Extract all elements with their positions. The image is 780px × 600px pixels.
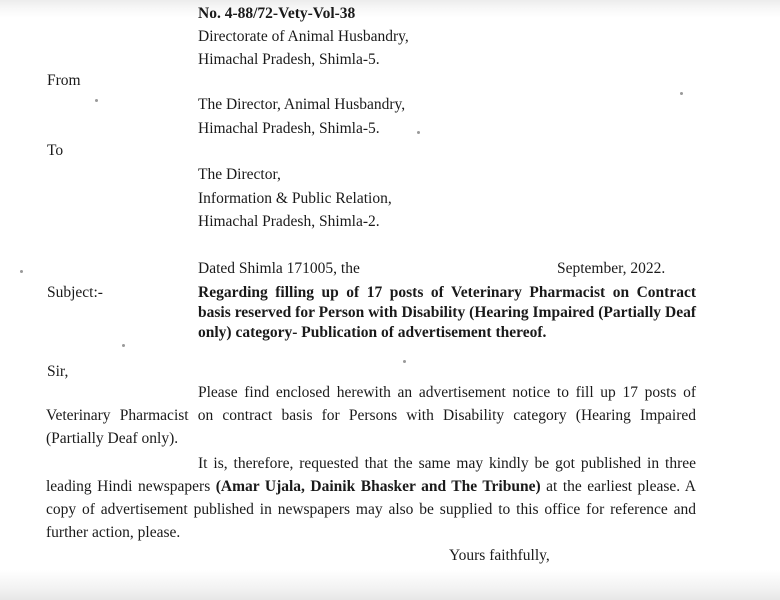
from-address-line1: The Director, Animal Husbandry, <box>198 96 406 113</box>
file-number: No. 4-88/72-Vety-Vol-38 <box>198 5 356 22</box>
scan-speck <box>122 344 125 347</box>
body-paragraph-2-start: It is, therefore, requested that the same may kindly be got published in three leading Hindi newspapers <box>46 455 696 495</box>
scan-speck <box>403 360 406 363</box>
body-paragraph-2-end: at the earliest please. A copy of advertisement published in newspapers may also be supplied to this office for reference and further action, please. <box>46 478 696 541</box>
dated-place: Dated Shimla 171005, the <box>198 260 360 277</box>
scan-speck <box>20 270 23 273</box>
body-paragraph-1-text: Please find enclosed herewith an advertisement notice to fill up 17 posts of Veterinary Pharmacist on contract basis for Persons with Disability category (Hearing Impaired (Partially Deaf only). <box>46 384 696 447</box>
scan-speck <box>680 92 683 95</box>
to-address-line1: The Director, <box>198 166 281 183</box>
subject-label: Subject:- <box>47 284 103 301</box>
dated-date: September, 2022. <box>557 260 666 277</box>
to-label: To <box>47 142 64 159</box>
department-name: Directorate of Animal Husbandry, <box>198 28 409 45</box>
from-address-line2: Himachal Pradesh, Shimla-5. <box>198 120 380 137</box>
to-address-line2: Information & Public Relation, <box>198 190 392 207</box>
scan-speck <box>417 131 420 134</box>
body-paragraph-2 <box>46 452 696 544</box>
salutation: Sir, <box>47 363 69 380</box>
department-location: Himachal Pradesh, Shimla-5. <box>198 51 380 68</box>
subject-text: Regarding filling up of 17 posts of Veterinary Pharmacist on Contract basis reserved for Person with Disability (Hearing Impaired (Partially Deaf only) category- Publication of advertisement thereof. <box>198 284 696 341</box>
scan-speck <box>95 99 98 102</box>
newspaper-list: (Amar Ujala, Dainik Bhasker and The Tribune) <box>215 478 541 495</box>
closing-signoff: Yours faithfully, <box>449 547 550 564</box>
from-label: From <box>47 72 81 89</box>
body-paragraph-1 <box>46 381 696 450</box>
to-address-line3: Himachal Pradesh, Shimla-2. <box>198 213 380 230</box>
